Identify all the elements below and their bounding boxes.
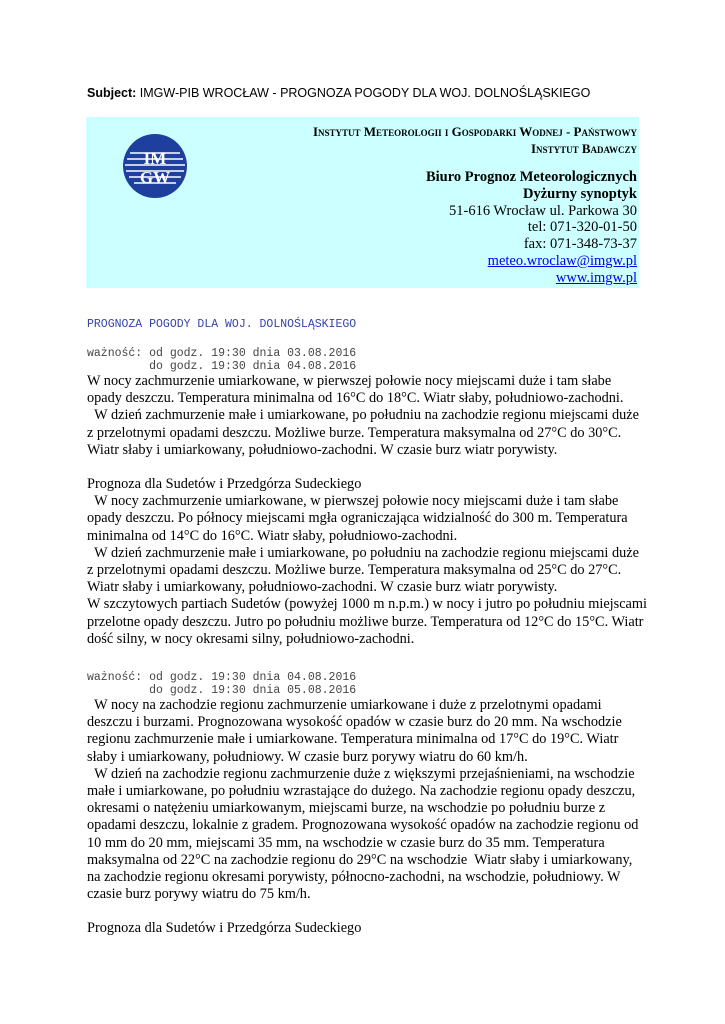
office-contact <box>426 169 637 287</box>
institute-line-2: Instytut Badawczy <box>531 141 637 156</box>
institute-name <box>217 123 637 157</box>
period-1 <box>87 347 647 648</box>
night-forecast: W nocy na zachodzie regionu zachmurzenie umiarkowane i duże z przelotnymi opadami deszczu i burzami. Prognozowana wysokość opadów w czasie burz do 20 mm. Na wschodzie regionu zachmurzenie małe i umiarkowane. Temperatura minimalna od 17°C do 19°C. Wiatr słaby i umiarkowany, południowy. W czasie burz porywy wiatru do 60 km/h. <box>87 697 626 765</box>
institute-header <box>86 117 639 288</box>
office-name: Biuro Prognoz Meteorologicznych <box>425 169 637 185</box>
sudety-day: W dzień zachmurzenie małe i umiarkowane, po południu na zachodzie regionu miejscami duże z przelotnymi opadami deszczu. Możliwe burze. Temperatura maksymalna od 25°C do 27°C. Wiatr słaby i umiarkowany, południowo-zachodni. W czasie burz wiatr porywisty. <box>87 544 643 596</box>
validity-from: ważność: od godz. 19:30 dnia 04.08.2016 <box>87 671 357 684</box>
office-tel: tel: 071-320-01-50 <box>527 219 637 236</box>
period-2 <box>87 671 647 938</box>
institute-line-1: Instytut Meteorologii i Gospodarki Wodnej - Państwowy <box>312 124 637 139</box>
office-fax: fax: 071-348-73-37 <box>523 236 637 253</box>
sudety-night: W nocy zachmurzenie umiarkowane, w pierwszej połowie nocy miejscami duże i tam słabe opady deszczu. Po północy miejscami mgła ograniczająca widzialność do 300 m. Temperatura minimalna od 14°C do 16°C. Wiatr słaby, południowo-zachodni. <box>87 493 632 544</box>
subject-text: IMGW-PIB WROCŁAW - PROGNOZA POGODY DLA WOJ. DOLNOŚLĄSKIEGO <box>139 86 591 100</box>
website-link[interactable]: www.imgw.pl <box>555 269 637 286</box>
night-forecast: W nocy zachmurzenie umiarkowane, w pierwszej połowie nocy miejscami duże i tam słabe opady deszczu. Temperatura minimalna od 16°C do 18°C. Wiatr słaby, południowo-zachodni. <box>87 373 624 407</box>
sudety-title: Prognoza dla Sudetów i Przedgórza Sudeckiego <box>87 920 362 937</box>
validity-to: do godz. 19:30 dnia 04.08.2016 <box>87 360 357 373</box>
forecast-title: PROGNOZA POGODY DLA WOJ. DOLNOŚLĄSKIEGO <box>87 318 357 331</box>
email-subject <box>87 86 590 100</box>
svg-text:IM: IM <box>143 149 167 168</box>
validity-from: ważność: od godz. 19:30 dnia 03.08.2016 <box>87 347 357 360</box>
day-forecast: W dzień na zachodzie regionu zachmurzenie duże z większymi przejaśnieniami, na wschodzie małe i umiarkowane, po południu wzrastające do dużego. Na zachodzie regionu opady deszczu, okresami o natężeniu umiarkowanym, miejscami burze, na wschodzie po południu burze z opadami deszczu, lokalnie z gradem. Prognozowana wysokość opadów na zachodzie regionu od 10 mm do 20 mm, miejscami 35 mm, na wschodzie w czasie burz do 35 mm. Temperatura maksymalna od 22°C na zachodzie regionu do 29°C na wschodzie Wiatr słaby i umiarkowany, na zachodzie regionu okresami porywisty, północno-zachodni, na wschodzie, południowy. W czasie burz porywy wiatru do 75 km/h. <box>87 765 643 903</box>
day-forecast: W dzień zachmurzenie małe i umiarkowane, po południu na zachodzie regionu miejscami duże z przelotnymi opadami deszczu. Możliwe burze. Temperatura maksymalna od 27°C do 30°C. Wiatr słaby i umiarkowany, południowo-zachodni. W czasie burz wiatr porywisty. <box>87 407 643 458</box>
sudety-peaks: W szczytowych partiach Sudetów (powyżej 1000 m n.p.m.) w nocy i jutro po południu miejscami przelotne opady deszczu. Jutro po południu możliwe burze. Temperatura od 12°C do 15°C. Wiatr dość silny, w nocy okresami silny, południowo-zachodni. <box>87 596 647 647</box>
subject-label: Subject: <box>87 86 137 100</box>
svg-text:GW: GW <box>139 168 171 187</box>
office-address: 51-616 Wrocław ul. Parkowa 30 <box>448 202 637 219</box>
duty-synoptic: Dyżurny synoptyk <box>522 185 637 202</box>
imgw-logo-icon <box>122 133 188 199</box>
sudety-title: Prognoza dla Sudetów i Przedgórza Sudeckiego <box>87 476 362 493</box>
email-link[interactable]: meteo.wroclaw@imgw.pl <box>487 252 637 269</box>
validity-to: do godz. 19:30 dnia 05.08.2016 <box>87 684 357 697</box>
